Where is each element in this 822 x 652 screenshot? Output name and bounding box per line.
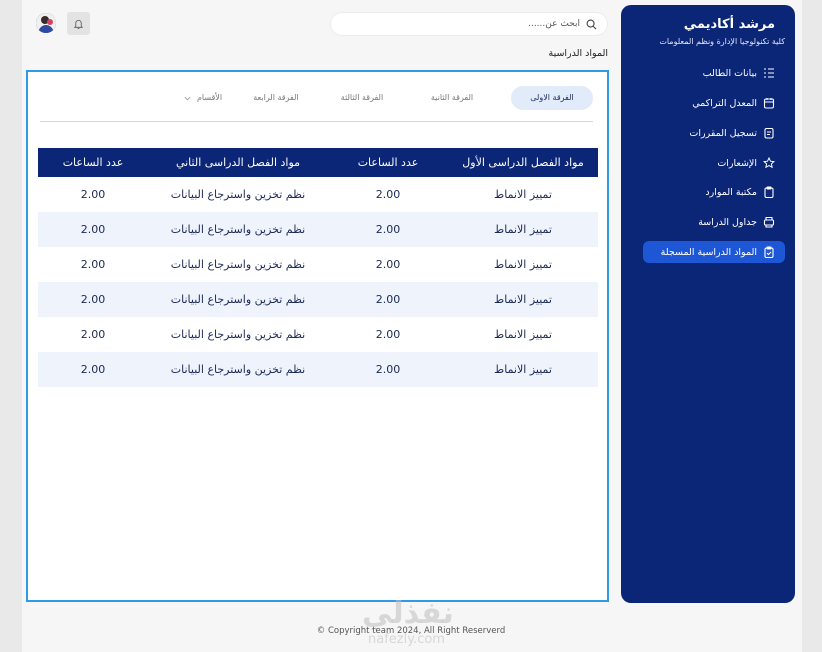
tab-first-year[interactable]: الفرقة الاولى [511, 86, 593, 110]
document-icon [763, 127, 775, 139]
column-header-first-semester: مواد الفصل الدراسى الأول [448, 148, 598, 177]
chevron-down-icon [184, 96, 191, 101]
sidebar-item-study-schedules[interactable] [643, 211, 785, 233]
sidebar-item-gpa[interactable] [643, 92, 785, 114]
sidebar-title: مرشد أكاديمي [683, 17, 775, 32]
column-header-hours-second: عدد الساعات [38, 148, 148, 177]
hours-first-semester: 2.00 [375, 328, 401, 341]
course-first-semester: تمييز الانماط [494, 328, 552, 341]
table-row [38, 212, 598, 247]
sidebar-item-label: المعدل التراكمي [692, 97, 757, 109]
sidebar [621, 5, 795, 603]
sidebar-item-label: تسجيل المقررات [689, 127, 757, 139]
hours-first-semester: 2.00 [375, 258, 401, 271]
bell-icon [73, 18, 84, 30]
search-icon [586, 19, 597, 30]
clipboard-check-icon [763, 246, 775, 258]
sidebar-item-notifications[interactable] [643, 152, 785, 174]
column-header-hours-first: عدد الساعات [328, 148, 448, 177]
course-second-semester: نظم تخزين واسترجاع البيانات [148, 212, 328, 247]
hours-second-semester: 2.00 [38, 282, 148, 317]
sidebar-item-registered-courses[interactable] [643, 241, 785, 263]
tab-third-year[interactable]: الفرقة الثالثة [340, 93, 384, 102]
column-header-second-semester: مواد الفصل الدراسى الثاني [148, 148, 328, 177]
sidebar-item-course-registration[interactable] [643, 122, 785, 144]
course-first-semester: تمييز الانماط [448, 212, 598, 247]
course-first-semester: تمييز الانماط [494, 188, 552, 201]
sidebar-item-label: بيانات الطالب [702, 67, 757, 79]
table-header-row [38, 148, 598, 177]
table-row [38, 177, 598, 212]
hours-second-semester: 2.00 [80, 258, 106, 271]
star-icon [763, 157, 775, 169]
tab-second-year[interactable]: الفرقة الثانية [430, 93, 474, 102]
hours-first-semester: 2.00 [375, 188, 401, 201]
calendar-icon [763, 97, 775, 109]
table-row [38, 352, 598, 387]
avatar[interactable] [36, 13, 56, 33]
courses-table [38, 148, 598, 387]
tabs-divider [40, 121, 593, 122]
hours-second-semester: 2.00 [38, 352, 148, 387]
hours-second-semester: 2.00 [38, 212, 148, 247]
notifications-button[interactable] [67, 12, 90, 35]
tab-fourth-year[interactable]: الفرقة الرابعة [253, 93, 299, 102]
sidebar-item-label: الإشعارات [717, 157, 757, 169]
sidebar-item-label: مكتبة الموارد [705, 186, 757, 198]
course-first-semester: تمييز الانماط [494, 258, 552, 271]
table-row [38, 282, 598, 317]
departments-label: الأقسام [196, 93, 223, 102]
sidebar-item-label: جداول الدراسة [698, 216, 757, 228]
course-second-semester: نظم تخزين واسترجاع البيانات [170, 188, 306, 201]
clipboard-icon [763, 186, 775, 198]
year-tabs [173, 86, 593, 110]
course-first-semester: تمييز الانماط [448, 352, 598, 387]
course-second-semester: نظم تخزين واسترجاع البيانات [170, 258, 306, 271]
courses-panel [26, 70, 609, 602]
departments-dropdown[interactable] [173, 86, 233, 110]
list-icon [763, 67, 775, 79]
watermark-url: nafezly.com [368, 632, 445, 647]
course-second-semester: نظم تخزين واسترجاع البيانات [148, 352, 328, 387]
breadcrumb: المواد الدراسية [548, 48, 608, 59]
print-icon [763, 216, 775, 228]
course-second-semester: نظم تخزين واسترجاع البيانات [170, 328, 306, 341]
search-input[interactable] [380, 19, 580, 29]
hours-first-semester: 2.00 [328, 352, 448, 387]
watermark-logo: نفذلي [362, 596, 454, 631]
search-bar[interactable] [330, 12, 608, 36]
hours-first-semester: 2.00 [328, 212, 448, 247]
hours-first-semester: 2.00 [328, 282, 448, 317]
sidebar-subtitle: كلية تكنولوجيا الإدارة ونظم المعلومات [659, 37, 785, 46]
course-second-semester: نظم تخزين واسترجاع البيانات [148, 282, 328, 317]
table-row [38, 317, 598, 352]
hours-second-semester: 2.00 [80, 188, 106, 201]
sidebar-item-student-data[interactable] [643, 62, 785, 84]
footer-copyright: © Copyright team 2024, All Right Reserverd [316, 626, 506, 636]
sidebar-item-label: المواد الدراسية المسجلة [660, 246, 757, 258]
hours-second-semester: 2.00 [80, 328, 106, 341]
sidebar-item-resource-library[interactable] [643, 181, 785, 203]
table-row [38, 247, 598, 282]
course-first-semester: تمييز الانماط [448, 282, 598, 317]
